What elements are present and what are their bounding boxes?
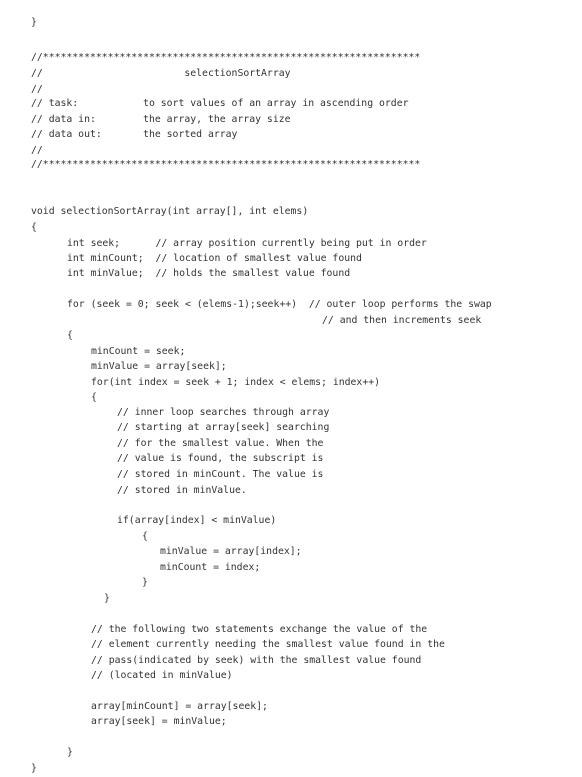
code-line: // stored in minValue.: [117, 485, 247, 496]
code-line: // pass(indicated by seek) with the smallest value found: [91, 655, 422, 666]
code-line: {: [67, 330, 73, 341]
code-line: int minCount; // location of smallest value found: [67, 253, 362, 264]
code-line: int minValue; // holds the smallest value found: [67, 268, 351, 279]
code-line: for(int index = seek + 1; index < elems; index++): [91, 377, 381, 388]
code-line: //: [31, 84, 43, 95]
code-line: // inner loop searches through array: [117, 407, 330, 418]
code-line: // and then increments seek: [322, 315, 482, 326]
code-line: // selectionSortArray: [31, 68, 291, 79]
code-line: // (located in minValue): [91, 670, 233, 681]
code-line: }: [31, 17, 37, 28]
code-line: // stored in minCount. The value is: [117, 469, 324, 480]
code-line: minCount = index;: [160, 562, 261, 573]
code-line: for (seek = 0; seek < (elems-1);seek++) // outer loop performs the swap: [67, 299, 492, 310]
code-line: //: [31, 145, 43, 156]
code-line: {: [142, 531, 148, 542]
code-line: // data in: the array, the array size: [31, 114, 291, 125]
code-line: // for the smallest value. When the: [117, 438, 324, 449]
code-line: array[minCount] = array[seek];: [91, 701, 268, 712]
code-line: // the following two statements exchange the value of the: [91, 624, 428, 635]
code-line: minCount = seek;: [91, 346, 186, 357]
code-line: // value is found, the subscript is: [117, 453, 324, 464]
code-line: int seek; // array position currently being put in order: [67, 238, 427, 249]
comment-banner-line: //****************************************************************: [31, 52, 421, 63]
code-line: minValue = array[seek];: [91, 361, 227, 372]
function-signature: void selectionSortArray(int array[], int elems): [31, 206, 309, 217]
code-line: // data out: the sorted array: [31, 129, 238, 140]
code-line: if(array[index] < minValue): [117, 515, 277, 526]
code-line: // starting at array[seek] searching: [117, 422, 330, 433]
code-line: {: [91, 392, 97, 403]
code-line: // element currently needing the smallest value found in the: [91, 639, 445, 650]
code-line: minValue = array[index];: [160, 546, 302, 557]
comment-banner-line: //****************************************************************: [31, 159, 421, 170]
code-line: array[seek] = minValue;: [91, 716, 227, 727]
code-line: }: [142, 577, 148, 588]
code-line: }: [104, 593, 110, 604]
code-line: // task: to sort values of an array in ascending order: [31, 98, 409, 109]
code-line: {: [31, 222, 37, 233]
code-line: }: [67, 747, 73, 758]
code-line: }: [31, 763, 37, 774]
